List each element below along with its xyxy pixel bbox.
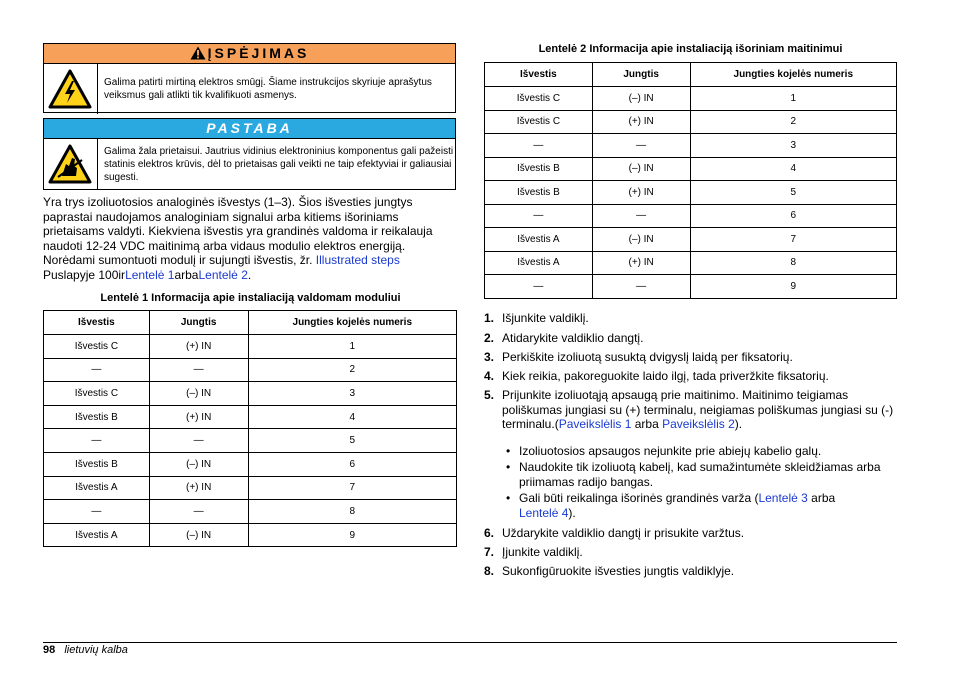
table-1	[43, 310, 457, 547]
intro-paragraph: Yra trys izoliuotosios analoginės išvestys (1–3). Šios išvesties jungtys paprastai naudojamos analoginiam signalui arba kitiems išoriniams prietaisams valdyti. Kiekviena išvestis yra grandinės valdoma ir reikalauja naudoti 12-24 VDC maitinimą arba vidaus modulio elektros energiją. Norėdami sumontuoti modulį ir sujungti išvestis, žr. Illustrated steps Puslapyje 100irLentelė 1arbaLentelė 2.	[43, 195, 433, 282]
note-title: PASTABA	[206, 120, 293, 136]
table-1-link[interactable]: Lentelė 1	[125, 267, 175, 282]
table-header: Jungtis	[592, 63, 690, 87]
warning-triangle-icon	[190, 46, 206, 60]
page-number: 98	[43, 644, 56, 656]
table-1-caption: Lentelė 1 Informacija apie instaliaciją valdomam moduliui	[100, 292, 401, 304]
note-header	[44, 119, 455, 139]
table-row: — — 2	[44, 358, 457, 382]
table-row: Išvestis B (–) IN 4	[485, 157, 897, 181]
table-header: Jungties kojelės numeris	[248, 311, 456, 335]
footer-language: lietuvių kalba	[64, 644, 128, 656]
table-row: Išvestis B (–) IN 6	[44, 452, 457, 476]
table-row: Išvestis C (+) IN 2	[485, 110, 897, 134]
table-row: — — 6	[485, 204, 897, 228]
table-row: Išvestis C (+) IN 1	[44, 335, 457, 359]
table-row: Išvestis A (–) IN 9	[44, 523, 457, 547]
table-row: — — 3	[485, 134, 897, 158]
table-row: Išvestis A (–) IN 7	[485, 228, 897, 252]
note-text: Galima žala prietaisui. Jautrius vidinius elektroninius komponentus gali pažeisti statinis elektros krūvis, dėl to prietaisas gali veikti ne taip efektyviai ir galiausiai sugesti.	[104, 146, 454, 183]
page-footer	[43, 644, 128, 656]
table-row: Išvestis A (+) IN 7	[44, 476, 457, 500]
table-row: Išvestis A (+) IN 8	[485, 251, 897, 275]
warning-box	[43, 43, 456, 113]
table-row: Išvestis B (+) IN 4	[44, 405, 457, 429]
esd-hazard-icon	[48, 144, 92, 184]
table-row: Išvestis C (–) IN 3	[44, 382, 457, 406]
table-row: Išvestis B (+) IN 5	[485, 181, 897, 205]
table-3-link[interactable]: Lentelė 3	[758, 491, 808, 505]
table-2-caption: Lentelė 2 Informacija apie instaliaciją išoriniam maitinimui	[538, 43, 843, 55]
note-box	[43, 118, 456, 190]
table-2	[484, 62, 897, 299]
table-4-link[interactable]: Lentelė 4	[519, 505, 569, 520]
table-header: Išvestis	[44, 311, 150, 335]
table-row: — — 9	[485, 275, 897, 299]
table-header: Jungties kojelės numeris	[690, 63, 896, 87]
table-2-link[interactable]: Lentelė 2	[198, 267, 248, 282]
footer-divider	[43, 642, 897, 643]
warning-header	[44, 44, 455, 64]
warning-title: ĮSPĖJIMAS	[207, 45, 310, 61]
table-row: — — 5	[44, 429, 457, 453]
electric-shock-icon	[48, 69, 92, 109]
illustrated-steps-link[interactable]: Illustrated steps	[315, 253, 400, 268]
table-row: Išvestis C (–) IN 1	[485, 87, 897, 111]
table-header: Jungtis	[149, 311, 248, 335]
table-header: Išvestis	[485, 63, 593, 87]
table-row: — — 8	[44, 500, 457, 524]
figure-2-link[interactable]: Paveikslėlis 2	[662, 417, 735, 432]
figure-1-link[interactable]: Paveikslėlis 1	[558, 417, 632, 432]
warning-text: Galima patirti mirtiną elektros smūgį. Šiame instrukcijos skyriuje aprašytus veiksmus gali atlikti tik kvalifikuoti asmenys.	[104, 77, 432, 101]
